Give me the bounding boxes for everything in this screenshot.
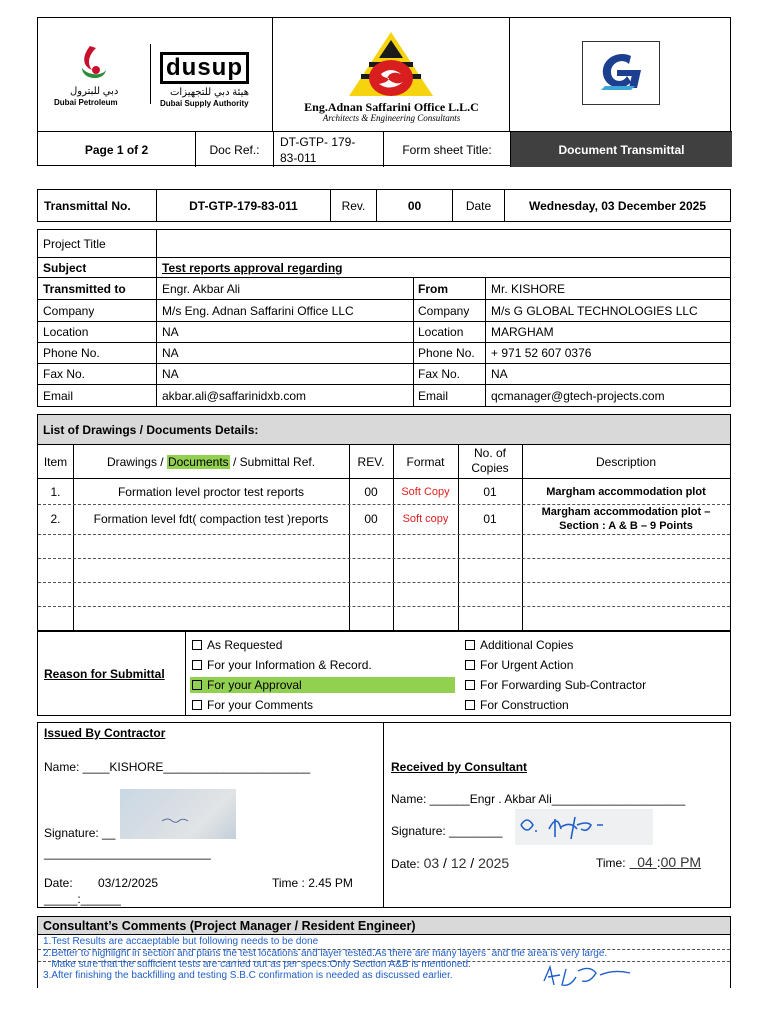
from-label: From [418, 281, 448, 296]
row-ref: Formation level fdt( compaction test )reports [93, 512, 329, 526]
rev-label: Rev. [330, 190, 376, 221]
issued-date-value: 03/12/2025 [98, 876, 159, 890]
reason-label: Reason for Submittal [44, 666, 165, 681]
checkbox-icon[interactable] [465, 680, 475, 690]
received-time-min: 00 PM [660, 854, 702, 870]
checkbox-icon[interactable] [192, 640, 202, 650]
col-copies [458, 446, 522, 479]
option-additional-copies[interactable] [465, 635, 725, 655]
fax-to: NA [162, 367, 179, 381]
issued-signature-line: _________________________ [44, 846, 211, 860]
row-rev: 00 [364, 484, 378, 499]
dubai-petroleum-logo [52, 40, 142, 110]
comments-heading: Consultant’s Comments (Project Manager / Resident Engineer) [38, 917, 730, 935]
transmittal-row [37, 189, 731, 222]
fax-from-label: Fax No. [418, 367, 461, 381]
company-label: Company [43, 303, 95, 318]
location-label: Location [43, 325, 89, 339]
reason-left-options [190, 635, 455, 715]
col-drawings-highlight: Documents [167, 454, 229, 469]
table-row [38, 504, 730, 534]
transmittal-no-value: DT-GTP-179-83-011 [156, 190, 330, 221]
row-transmitted-to [38, 278, 730, 300]
dubai-petroleum-ar: دبي للبترول [70, 86, 119, 97]
consultant-initials-signature [538, 959, 648, 989]
header-meta-row [38, 131, 732, 167]
option-for-approval[interactable] [190, 677, 455, 693]
row-location [38, 322, 730, 343]
col-drawings-pre: Drawings / [106, 454, 167, 469]
date-value: Wednesday, 03 December 2025 [504, 190, 730, 221]
saffarini-tagline: Architects & Engineering Consultants [322, 113, 461, 123]
col-drawings-post: / Submittal Ref. [229, 454, 316, 469]
header-logo-center [273, 18, 510, 131]
row-item: 2. [50, 512, 61, 526]
checkbox-icon[interactable] [465, 700, 475, 710]
received-signature-label: Signature: ________ [391, 824, 503, 838]
form-sheet-label: Form sheet Title: [383, 132, 510, 167]
subject-value: Test reports approval regarding [162, 260, 343, 275]
row-project-title [38, 230, 730, 258]
col-description: Description [595, 454, 657, 469]
option-label: Additional Copies [480, 638, 574, 652]
dusup-brand: dusup [160, 52, 249, 84]
row-desc [522, 505, 730, 535]
received-date-month: 12 [450, 855, 467, 871]
date-label: Date [452, 190, 504, 221]
row-email [38, 385, 730, 406]
company-from-label: Company [418, 303, 470, 318]
received-date: Date: 03 / 12 / 2025 [391, 855, 510, 871]
comments-section [37, 916, 731, 988]
checkbox-icon[interactable] [192, 660, 202, 670]
row-desc: Margham accommodation plot [546, 485, 706, 498]
to-value: Engr. Akbar Ali [162, 281, 241, 296]
header-logos-left [38, 18, 273, 131]
transmittal-no-label: Transmittal No. [44, 198, 131, 213]
row-separator [38, 534, 730, 535]
received-time-label: Time: [596, 856, 626, 870]
docref-value [273, 132, 383, 167]
issued-name: Name: ____KISHORE______________________ [44, 760, 311, 774]
checkbox-icon[interactable] [465, 660, 475, 670]
header-block [37, 17, 731, 166]
row-format: Soft copy [402, 513, 449, 525]
comment-line-4: 3.After finishing the backfilling and testing S.B.C confirmation is needed as discussed earlier. [43, 970, 453, 981]
col-drawings [73, 445, 349, 478]
phone-from: + 971 52 607 0376 [491, 346, 592, 360]
row-separator [38, 582, 730, 583]
drawings-table [37, 414, 731, 631]
company-to: M/s Eng. Adnan Saffarini Office LLC [162, 303, 354, 318]
to-label: Transmitted to [43, 281, 126, 296]
dubai-supply-authority-logo [160, 52, 260, 112]
received-time-hour: 04 [637, 854, 653, 870]
option-as-requested[interactable] [190, 635, 455, 655]
phone-label: Phone No. [43, 346, 100, 360]
col-copies-line2: Copies [471, 461, 509, 475]
phone-to: NA [162, 346, 179, 360]
received-date-year: 2025 [478, 855, 510, 871]
row-subject [38, 258, 730, 278]
option-forwarding-subcontractor[interactable] [465, 675, 725, 695]
row-rev: 00 [364, 512, 378, 526]
project-title-label: Project Title [43, 236, 106, 251]
saffarini-company-name: Eng.Adnan Saffarini Office L.L.C [304, 100, 479, 114]
option-for-construction[interactable] [465, 695, 725, 715]
issued-signature-label: Signature: __ [44, 826, 116, 840]
location-from: MARGHAM [491, 325, 554, 339]
issued-time: Time : 2.45 PM [272, 876, 353, 890]
received-name: Name: ______Engr . Akbar Ali____________________ [391, 792, 686, 806]
signature-section [37, 722, 731, 908]
table-row [38, 479, 730, 504]
issued-bottom-line: _____:______ [44, 892, 121, 906]
received-signature-image [515, 809, 653, 845]
col-item: Item [43, 454, 68, 469]
docref-value-line2: 83-011 [280, 151, 317, 165]
col-copies-line1: No. of [473, 446, 506, 460]
row-company [38, 300, 730, 322]
option-label: For Forwarding Sub-Contractor [480, 678, 647, 692]
phone-from-label: Phone No. [418, 346, 475, 360]
col-format: Format [406, 454, 445, 469]
row-item: 1. [50, 484, 61, 499]
reason-section [37, 631, 731, 716]
option-label: For Urgent Action [480, 658, 574, 672]
email-label: Email [43, 388, 74, 403]
row-format: Soft Copy [401, 485, 450, 498]
col-rev: REV. [357, 454, 385, 469]
issued-signature-image [120, 789, 236, 839]
received-date-day: 03 [423, 855, 440, 871]
saffarini-pyramid-logo [343, 30, 439, 100]
location-to: NA [162, 325, 179, 339]
option-label: As Requested [207, 638, 283, 652]
g-global-logo [582, 41, 660, 105]
row-separator [38, 558, 730, 559]
email-to[interactable]: akbar.ali@saffarinidxb.com [162, 388, 307, 403]
issued-signature-scribble [120, 789, 236, 839]
row-desc-line2: Section : A & B – 9 Points [559, 520, 693, 532]
subject-label: Subject [43, 260, 87, 275]
option-label: For your Information & Record. [207, 658, 372, 672]
checkbox-icon[interactable] [465, 640, 475, 650]
reason-divider [185, 632, 186, 715]
logo-divider [150, 44, 151, 104]
option-information-record[interactable] [190, 655, 455, 675]
docref-label: Doc Ref.: [195, 132, 273, 167]
row-fax [38, 364, 730, 385]
drawings-heading: List of Drawings / Documents Details: [38, 415, 730, 445]
row-copies: 01 [483, 484, 497, 499]
fax-label: Fax No. [43, 367, 86, 381]
row-copies: 01 [483, 512, 497, 526]
received-time: Time: 04 :00 PM [596, 854, 702, 870]
header-logo-right [510, 18, 732, 131]
row-phone [38, 343, 730, 364]
dubai-petroleum-en: Dubai Petroleum [54, 98, 118, 107]
signature-divider [383, 723, 384, 907]
dusup-en: Dubai Supply Authority [160, 99, 249, 108]
issued-heading: Issued By Contractor [44, 726, 166, 740]
email-from-label: Email [418, 388, 449, 403]
page-indicator: Page 1 of 2 [84, 142, 149, 157]
checkbox-icon[interactable] [192, 700, 202, 710]
received-signature-scribble [515, 809, 653, 845]
row-separator [38, 606, 730, 607]
from-value: Mr. KISHORE [491, 281, 566, 296]
received-date-label: Date: [391, 857, 420, 871]
drawings-header-row [38, 445, 730, 479]
fax-from: NA [491, 367, 508, 381]
dusup-ar: هيئة دبي للتجهيزات [170, 87, 249, 98]
option-urgent-action[interactable] [465, 655, 725, 675]
comment-line-1: 1.Test Results are accaeptable but following needs to be done [43, 936, 319, 947]
option-label: For Construction [480, 698, 569, 712]
checkbox-icon[interactable] [192, 680, 202, 690]
issued-date-label: Date: [44, 876, 73, 890]
email-from[interactable]: qcmanager@gtech-projects.com [491, 388, 665, 403]
row-ref: Formation level proctor test reports [117, 484, 305, 499]
company-from: M/s G GLOBAL TECHNOLOGIES LLC [491, 303, 698, 318]
option-for-comments[interactable] [190, 695, 455, 715]
docref-value-line1: DT-GTP- 179- [280, 135, 356, 149]
project-info-table [37, 229, 731, 407]
location-from-label: Location [418, 325, 464, 339]
reason-right-options [465, 635, 725, 715]
comment-line-2: 2.Better to highlight in section and plans the test locations and layer tested.As there are many layers and the area is very large. [43, 948, 608, 959]
form-sheet-title: Document Transmittal [510, 132, 732, 167]
comment-line-3: Make sure that the sufficient tests are carried out as per specs.Only Section A&B is mentioned. [43, 959, 471, 970]
rev-value: 00 [376, 190, 452, 221]
received-heading: Received by Consultant [391, 760, 528, 774]
option-label: For your Comments [207, 698, 314, 712]
option-label: For your Approval [207, 678, 302, 692]
row-desc-line1: Margham accommodation plot – [541, 506, 711, 518]
